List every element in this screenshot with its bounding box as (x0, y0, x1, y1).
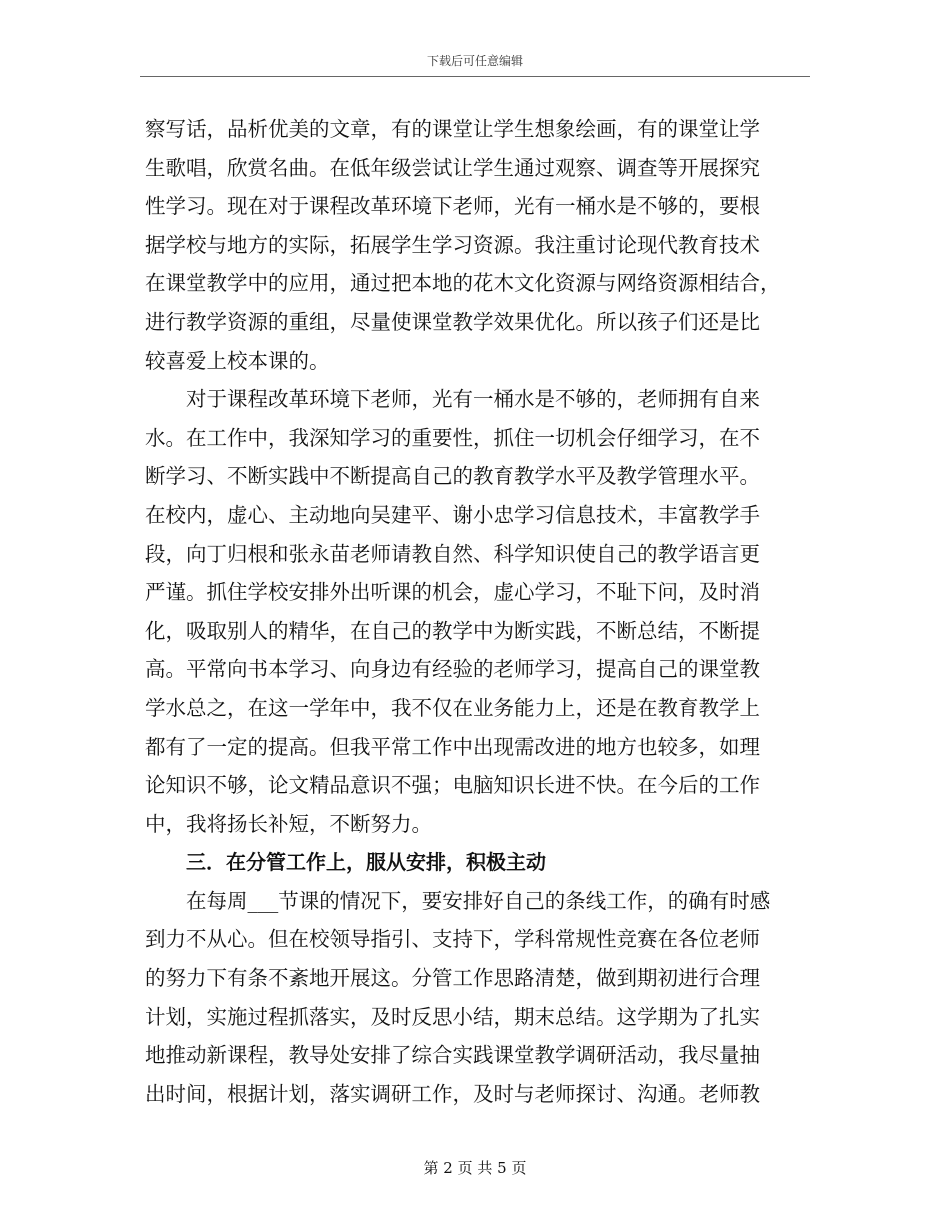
paragraph-line: 性学习。现在对于课程改革环境下老师，光有一桶水是不够的，要根 (145, 194, 760, 219)
document-body (145, 110, 805, 1113)
section-heading: 三．在分管工作上，服从安排，积极主动 (186, 850, 546, 875)
paragraph-line: 对于课程改革环境下老师，光有一桶水是不够的，老师拥有自来 (186, 387, 760, 412)
header-divider (140, 76, 810, 77)
paragraph-line: 论知识不够，论文精品意识不强；电脑知识长进不快。在今后的工作 (145, 773, 760, 798)
paragraph-line: 到力不从心。但在校领导指引、支持下，学科常规性竞赛在各位老师 (145, 927, 760, 952)
paragraph-line: 地推动新课程，教导处安排了综合实践课堂教学调研活动，我尽量抽 (145, 1043, 760, 1068)
paragraph-line: 较喜爱上校本课的。 (145, 348, 330, 373)
paragraph-line: 出时间，根据计划，落实调研工作，及时与老师探讨、沟通。老师教 (145, 1081, 760, 1106)
paragraph-line: 在校内，虚心、主动地向吴建平、谢小忠学习信息技术，丰富教学手 (145, 502, 760, 527)
paragraph-line: 察写话，品析优美的文章，有的课堂让学生想象绘画，有的课堂让学 (145, 117, 760, 141)
paragraph-line: 都有了一定的提高。但我平常工作中出现需改进的地方也较多，如理 (145, 734, 760, 759)
paragraph-line: 中，我将扬长补短，不断努力。 (145, 811, 432, 836)
paragraph-line: 在每周___节课的情况下，要安排好自己的条线工作，的确有时感 (186, 888, 771, 913)
paragraph-line: 水。在工作中，我深知学习的重要性，抓住一切机会仔细学习，在不 (145, 425, 760, 450)
paragraph-line: 断学习、不断实践中不断提高自己的教育教学水平及教学管理水平。 (145, 464, 760, 489)
paragraph-line: 严谨。抓住学校安排外出听课的机会，虚心学习，不耻下问，及时消 (145, 580, 760, 605)
paragraph-line: 高。平常向书本学习、向身边有经验的老师学习，提高自己的课堂教 (145, 657, 760, 682)
page-footer: 第 2 页 共 5 页 (423, 1159, 527, 1177)
page-header: 下载后可任意编辑 (426, 54, 523, 68)
paragraph-line: 计划，实施过程抓落实，及时反思小结，期末总结。这学期为了扎实 (145, 1004, 760, 1029)
paragraph-line: 的努力下有条不紊地开展这。分管工作思路清楚，做到期初进行合理 (145, 966, 760, 991)
paragraph-line: 段，向丁归根和张永苗老师请教自然、科学知识使自己的教学语言更 (145, 541, 760, 566)
paragraph-line: 化，吸取别人的精华，在自己的教学中为断实践，不断总结，不断提 (145, 618, 760, 643)
paragraph-line: 据学校与地方的实际，拓展学生学习资源。我注重讨论现代教育技术 (145, 232, 760, 257)
paragraph-line: 进行教学资源的重组，尽量使课堂教学效果优化。所以孩子们还是比 (145, 309, 760, 334)
paragraph-line: 学水总之，在这一学年中，我不仅在业务能力上，还是在教育教学上 (145, 695, 760, 720)
paragraph-line: 生歌唱，欣赏名曲。在低年级尝试让学生通过观察、调查等开展探究 (145, 155, 760, 180)
paragraph-line: 在课堂教学中的应用，通过把本地的花木文化资源与网络资源相结合， (145, 271, 781, 296)
